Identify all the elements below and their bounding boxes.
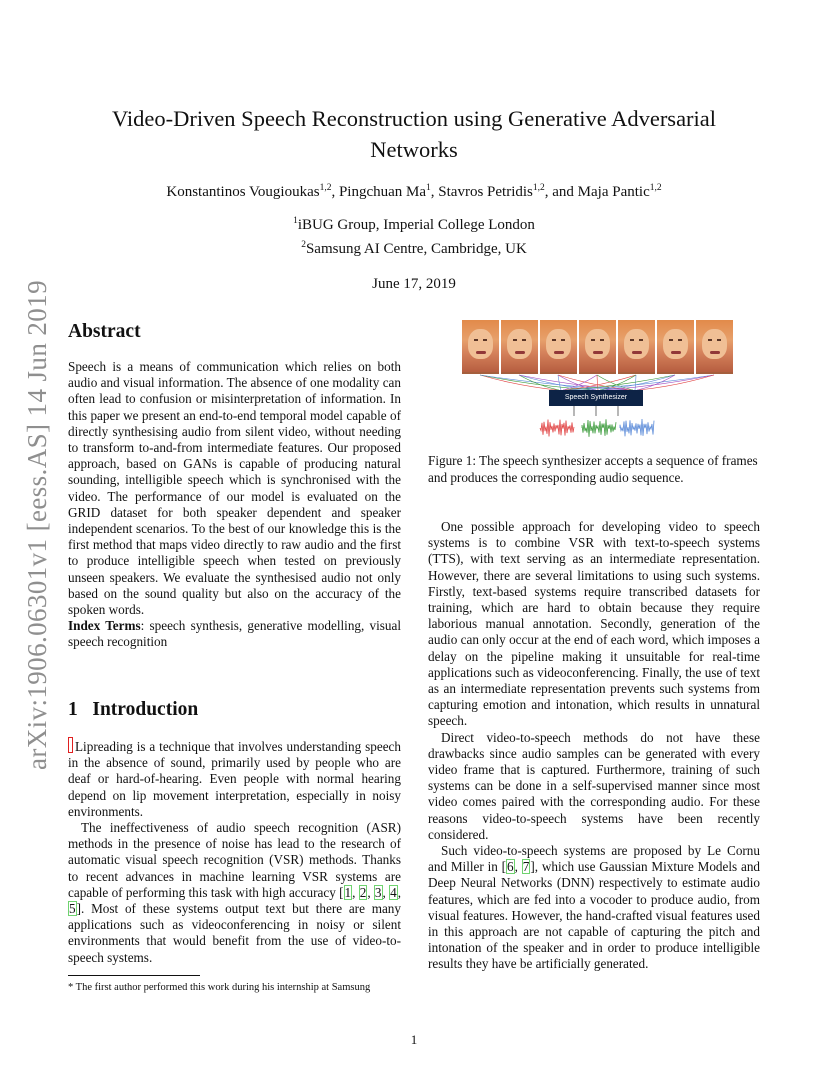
affiliation: $^1$iBUG Group, Imperial College London	[293, 216, 535, 233]
citation-link[interactable]: 3	[374, 884, 382, 900]
section-title: Introduction	[92, 699, 199, 720]
audio-waveform	[620, 419, 654, 436]
citation-link[interactable]: 2	[359, 884, 367, 900]
paper-date: June 17, 2019	[372, 276, 456, 292]
speech-synthesizer-box: Speech Synthesizer	[549, 390, 643, 406]
audio-waveform	[540, 420, 574, 437]
arxiv-identifier: arXiv:1906.06301v1 [eess.AS] 14 Jun 2019	[22, 280, 52, 770]
figure-1-caption: Figure 1: The speech synthesizer accepts a sequence of frames and produces the corresponding audio sequence.	[428, 453, 758, 485]
citation-link[interactable]: 7	[522, 859, 530, 875]
connector-line	[635, 375, 636, 390]
intro-paragraph-2: The ineffectiveness of audio speech recognition (ASR) methods in the presence of noise has lead to the research of automatic visual speech recognition (VSR) methods. Thanks to recent advances in machine learning VSR systems are capable of performing this task with high accuracy [1, 2, 3, 4, 5]. Most of these systems output text but there are many applications such as videoconferencing in noisy or silent environments that would benefit from the use of video-to-speech systems.	[68, 820, 402, 965]
affiliations	[60, 211, 768, 259]
connector-line	[597, 375, 598, 390]
intro-paragraph-1: Lipreading is a technique that involves understanding speech in the absence of sound, primarily used by people who are deaf or hard-of-hearing. Even people with normal hearing depend on lip movement interpretation, especially in noisy environments.	[68, 739, 401, 819]
citation-link[interactable]: 6	[507, 859, 514, 875]
text-cursor-icon	[68, 737, 73, 753]
right-column-body	[428, 519, 760, 973]
audio-waveforms	[540, 419, 654, 437]
paper-title	[60, 103, 768, 165]
citation-link[interactable]: 4	[390, 884, 397, 900]
section-heading-introduction	[68, 698, 198, 722]
figure-diagram	[462, 320, 734, 448]
affiliation: $^2$Samsung AI Centre, Cambridge, UK	[301, 240, 527, 257]
paragraph: Direct video-to-speech methods do not have these drawbacks since audio samples can be generated with every video frame that is captured. Furthermore, training of such systems can be done in a self-supervised manner since most video comes paired with the corresponding audio. For these reasons video-to-speech systems have been recently considered.	[428, 729, 760, 842]
citation-link[interactable]: 1	[344, 884, 352, 900]
title-line-2: Networks	[370, 137, 458, 162]
author: Stavros Petridis$^{1,2}$, and	[438, 183, 578, 200]
paragraph: One possible approach for developing video to speech systems is to combine VSR with text-to-speech systems (TTS), with text serving as an intermediate representation. However, there are several limitations to using such systems. Firstly, text-based systems require transcribed datasets for training, which are hard to obtain because they require laborious manual annotation. Secondly, generation of the audio can only occur at the end of each word, which imposes a delay on the pipeline making it unsuitable for real-time applications such as videoconferencing. Finally, the use of text as an intermediate representation prevents such systems from capturing emotion and intonation, which results in unnatural speech.	[428, 519, 760, 729]
author: Konstantinos Vougioukas$^{1,2}$,	[166, 183, 339, 200]
index-terms-label: Index Terms	[68, 618, 141, 634]
paragraph: Such video-to-speech systems are proposed by Le Cornu and Miller in [6, 7], which use Gaussian Mixture Models and Deep Neural Networks (DNN) respectively to estimate audio features, which are fed into a vocoder to produce audio, from visual features. However, the hand-crafted visual features used in this approach are not capable of capturing the pitch and intonation of the speaker and in order to produce intelligible results they have be artificially generated.	[428, 843, 761, 972]
audio-waveform	[582, 419, 616, 437]
section-number: 1	[68, 699, 78, 720]
frame-connector-lines	[480, 375, 714, 390]
introduction-body	[68, 737, 401, 966]
figure-1	[462, 320, 734, 448]
abstract-heading: Abstract	[68, 321, 141, 342]
footnote-divider	[68, 975, 200, 976]
citation-link[interactable]: 5	[69, 901, 76, 917]
author: Maja Pantic$^{1,2}$	[577, 183, 662, 200]
author-list	[60, 178, 768, 202]
abstract-body	[68, 359, 401, 651]
abstract-text: Speech is a means of communication which relies on both audio and visual information. The absence of one modality can often lead to confusion or misinterpretation of information. In this paper we present an end-to-end temporal model capable of directly synthesising audio from silent video, without needing to transform to-and-from intermediate features. Our proposed approach, based on GANs is capable of producing natural sounding, intelligible speech which is synchronised with the video. The performance of our model is evaluated on the GRID dataset for both speaker dependent and speaker independent scenarios. To the best of our knowledge this is the first method that maps video directly to raw audio and the first to produce intelligible speech when tested on previously unseen speakers. We evaluate the synthesised audio not only based on the sound quality but also on the accuracy of the spoken words.	[68, 359, 401, 618]
footnote: * The first author performed this work during his internship at Samsung	[68, 982, 371, 993]
title-line-1: Video-Driven Speech Reconstruction using Generative Adversarial	[111, 106, 717, 131]
index-terms: Index Terms: speech synthesis, generative modelling, visual speech recognition	[68, 618, 402, 650]
author: Pingchuan Ma$^1$,	[338, 183, 439, 200]
page-number: 1	[410, 1032, 418, 1047]
